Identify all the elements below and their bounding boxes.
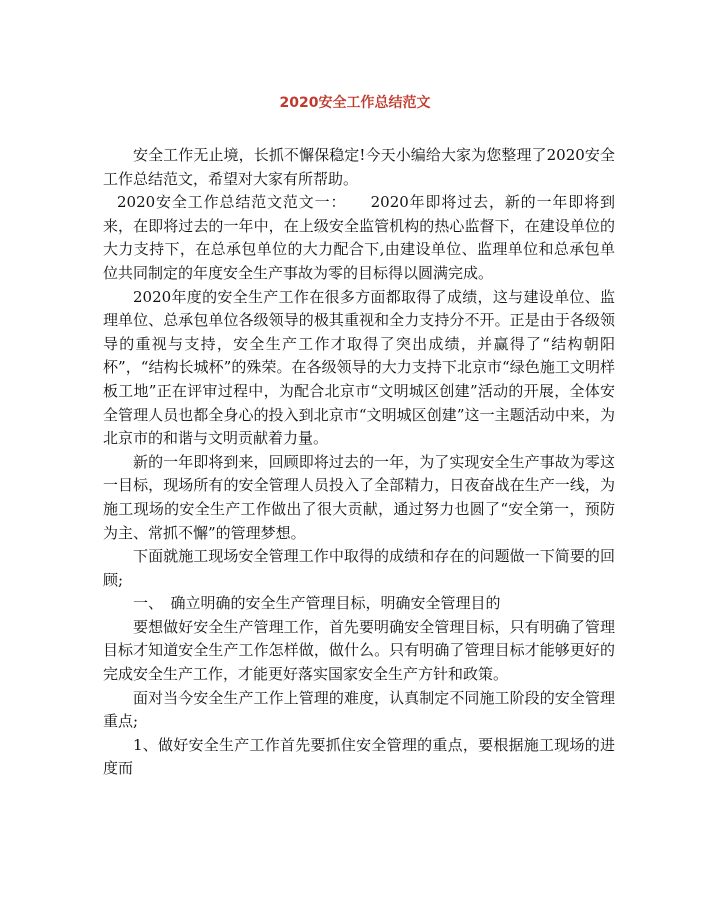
paragraph-sample-one: 2020安全工作总结范文范文一： 2020年即将过去，新的一年即将到来，在即将过去的一年中，在上级安全监管机构的热心监督下，在建设单位的大力支持下，在总承包单位的大力配合下,由建设单位、监理单位和总承包单位共同制定的年度安全生产事故为零的目标得以圆满完成。 bbox=[103, 193, 615, 282]
document-body bbox=[103, 144, 615, 781]
list-item-one: 1、做好安全生产工作首先要抓住安全管理的重点，要根据施工现场的进度而 bbox=[103, 735, 615, 778]
paragraph-achievements: 2020年度的安全生产工作在很多方面都取得了成绩，这与建设单位、监理单位、总承包单位各级领导的极其重视和全力支持分不开。正是由于各级领导的重视与支持，安全生产工作才取得了突出成绩，并赢得了“结构朝阳杯”，“结构长城杯”的殊荣。在各级领导的大力支持下北京市“绿色施工文明样板工地”正在评审过程中，为配合北京市“文明城区创建”活动的开展，全体安全管理人员也都全身心的投入到北京市“文明城区创建”这一主题活动中来，为北京市的和谐与文明贡献着力量。 bbox=[103, 287, 615, 448]
paragraph-intro: 安全工作无止境，长抓不懈保稳定!今天小编给大家为您整理了2020安全工作总结范文，希望对大家有所帮助。 bbox=[103, 146, 615, 188]
section-heading-one: 一、 确立明确的安全生产管理目标，明确安全管理目的 bbox=[133, 594, 501, 613]
paragraph-overview: 下面就施工现场安全管理工作中取得的成绩和存在的问题做一下简要的回顾; bbox=[103, 547, 615, 589]
document-title: 2020安全工作总结范文 bbox=[279, 95, 431, 111]
paragraph-review: 新的一年即将到来，回顾即将过去的一年，为了实现安全生产事故为零这一目标，现场所有的安全管理人员投入了全部精力，日夜奋战在生产一线，为施工现场的安全生产工作做出了很大贡献，通过努力也圆了“安全第一，预防为主、常抓不懈”的管理梦想。 bbox=[103, 452, 615, 542]
paragraph-goals: 要想做好安全生产管理工作，首先要明确安全管理目标，只有明确了管理目标才知道安全生产工作怎样做，做什么。只有明确了管理目标才能够更好的完成安全生产工作，才能更好落实国家安全生产方针和政策。 bbox=[103, 617, 615, 684]
paragraph-difficulty: 面对当今安全生产工作上管理的难度，认真制定不同施工阶段的安全管理重点; bbox=[103, 688, 615, 731]
